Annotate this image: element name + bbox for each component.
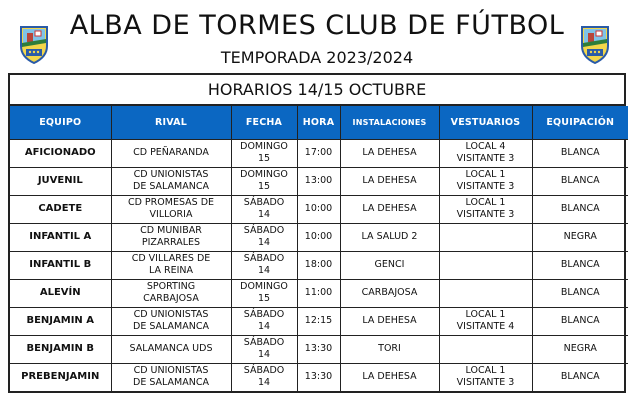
cell-equipacion: BLANCA: [532, 251, 628, 279]
cell-fecha: SÁBADO 14: [231, 363, 297, 391]
cell-equipo: JUVENIL: [10, 167, 111, 195]
col-header-rival: RIVAL: [111, 106, 231, 139]
cell-equipo: BENJAMIN B: [10, 335, 111, 363]
col-header-equipo: EQUIPO: [10, 106, 111, 139]
cell-instalaciones: LA SALUD 2: [340, 223, 439, 251]
cell-rival: CD UNIONISTAS DE SALAMANCA: [111, 307, 231, 335]
col-header-instalaciones: INSTALACIONES: [340, 106, 439, 139]
cell-equipacion: BLANCA: [532, 139, 628, 167]
cell-hora: 10:00: [297, 195, 340, 223]
table-row: [10, 363, 628, 391]
cell-hora: 12:15: [297, 307, 340, 335]
cell-equipo: INFANTIL A: [10, 223, 111, 251]
cell-equipo: ALEVÍN: [10, 279, 111, 307]
cell-equipacion: BLANCA: [560, 371, 600, 383]
cell-instalaciones: LA DEHESA: [340, 195, 439, 223]
cell-hora: 18:00: [297, 251, 340, 279]
col-header-fecha: FECHA: [231, 106, 297, 139]
cell-vestuarios: LOCAL 1 VISITANTE 3: [439, 167, 532, 195]
cell-hora: 11:00: [297, 279, 340, 307]
cell-hora: 10:00: [297, 223, 340, 251]
table-title: HORARIOS 14/15 OCTUBRE: [10, 75, 624, 106]
cell-equipo: CADETE: [10, 195, 111, 223]
table-row: [10, 139, 628, 167]
cell-hora: 13:30: [297, 363, 340, 391]
cell-instalaciones: LA DEHESA: [340, 139, 439, 167]
table-row: [10, 167, 628, 195]
cell-fecha: DOMINGO 15: [231, 139, 297, 167]
schedule-table: [8, 73, 626, 393]
cell-rival: CD MUNIBAR PIZARRALES: [111, 223, 231, 251]
cell-equipo: PREBENJAMIN: [10, 363, 111, 391]
col-header-vestuarios: VESTUARIOS: [439, 106, 532, 139]
cell-fecha: SÁBADO 14: [231, 223, 297, 251]
cell-fecha: SÁBADO 14: [231, 195, 297, 223]
table-row: [10, 223, 628, 251]
cell-vestuarios: LOCAL 1 VISITANTE 3: [439, 363, 532, 391]
cell-fecha: SÁBADO 14: [231, 335, 297, 363]
cell-fecha: SÁBADO 14: [231, 251, 297, 279]
col-header-hora: HORA: [297, 106, 340, 139]
cell-equipacion: BLANCA: [532, 307, 628, 335]
cell-equipo: INFANTIL B: [10, 251, 111, 279]
table-row: [10, 251, 628, 279]
season-subtitle: TEMPORADA 2023/2024: [220, 48, 414, 67]
cell-rival: SPORTING CARBAJOSA: [111, 279, 231, 307]
cell-hora: 13:00: [297, 167, 340, 195]
cell-instalaciones: TORI: [340, 335, 439, 363]
cell-equipacion: BLANCA: [532, 279, 628, 307]
cell-vestuarios: [439, 223, 532, 251]
cell-vestuarios: LOCAL 1 VISITANTE 3: [439, 195, 532, 223]
cell-hora: 17:00: [297, 139, 340, 167]
cell-vestuarios: LOCAL 4 VISITANTE 3: [439, 139, 532, 167]
cell-equipacion: BLANCA: [532, 167, 628, 195]
cell-instalaciones: GENCI: [340, 251, 439, 279]
page-title: ALBA DE TORMES CLUB DE FÚTBOL: [69, 10, 565, 41]
table-header-row: [10, 106, 628, 139]
cell-rival: CD VILLARES DE LA REINA: [111, 251, 231, 279]
schedule-grid: [10, 106, 628, 391]
table-row: [10, 279, 628, 307]
cell-instalaciones: CARBAJOSA: [340, 279, 439, 307]
cell-vestuarios: LOCAL 1 VISITANTE 4: [439, 307, 532, 335]
cell-hora: 13:30: [297, 335, 340, 363]
cell-equipacion: NEGRA: [532, 335, 628, 363]
cell-vestuarios: [439, 279, 532, 307]
cell-rival: CD PEÑARANDA: [111, 139, 231, 167]
table-row: [10, 307, 628, 335]
cell-vestuarios: [439, 335, 532, 363]
cell-fecha: DOMINGO 15: [231, 279, 297, 307]
col-header-equipacion: EQUIPACIÓN: [532, 106, 628, 139]
table-row: [10, 195, 628, 223]
cell-instalaciones: LA DEHESA: [340, 307, 439, 335]
cell-equipacion: BLANCA: [532, 195, 628, 223]
cell-rival: CD UNIONISTAS DE SALAMANCA: [111, 363, 231, 391]
cell-fecha: DOMINGO 15: [231, 167, 297, 195]
cell-equipo: BENJAMIN A: [10, 307, 111, 335]
table-row: [10, 335, 628, 363]
cell-instalaciones: LA DEHESA: [340, 363, 439, 391]
cell-instalaciones: LA DEHESA: [340, 167, 439, 195]
cell-equipacion: NEGRA: [532, 223, 628, 251]
cell-rival: CD PROMESAS DE VILLORIA: [111, 195, 231, 223]
cell-rival: CD UNIONISTAS DE SALAMANCA: [111, 167, 231, 195]
cell-fecha: SÁBADO 14: [231, 307, 297, 335]
cell-equipo: AFICIONADO: [10, 139, 111, 167]
cell-rival: SALAMANCA UDS: [111, 335, 231, 363]
cell-vestuarios: [439, 251, 532, 279]
